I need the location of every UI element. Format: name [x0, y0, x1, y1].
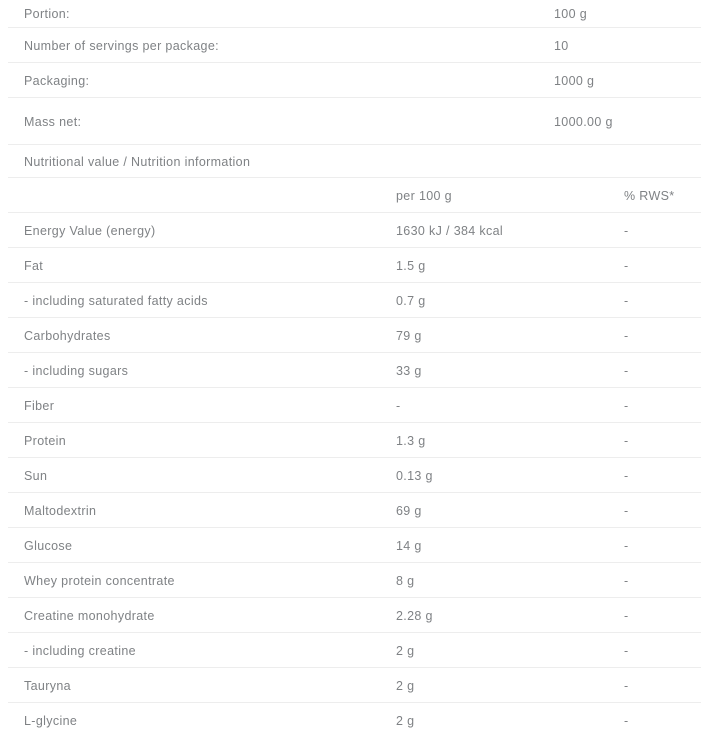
row-label: Creatine monohydrate [24, 608, 155, 623]
table-row [0, 283, 701, 318]
row-value: 100 g [554, 7, 588, 21]
row-label: Fiber [24, 398, 55, 413]
row-label: L-glycine [24, 713, 78, 728]
row-value-per: 14 g [396, 538, 422, 553]
table-row [0, 98, 701, 145]
table-row [0, 423, 701, 458]
row-label: Portion: [24, 7, 70, 21]
table-row [0, 703, 701, 734]
row-label: Whey protein concentrate [24, 573, 175, 588]
row-value-rws: - [624, 363, 629, 378]
row-value-rws: - [624, 678, 629, 693]
row-label: - including saturated fatty acids [24, 293, 208, 308]
row-value-per: 0.7 g [396, 293, 426, 308]
section-title: Nutritional value / Nutrition information [24, 154, 251, 169]
row-value: 10 [554, 38, 569, 53]
row-value-per: 2 g [396, 678, 415, 693]
row-label: Number of servings per package: [24, 38, 219, 53]
row-value-rws: - [624, 643, 629, 658]
nutrition-table [0, 145, 701, 734]
table-row [0, 248, 701, 283]
col-header-rws: % RWS* [624, 188, 675, 203]
row-label: Carbohydrates [24, 328, 111, 343]
table-row [0, 668, 701, 703]
row-value-per: 1.5 g [396, 258, 426, 273]
table-row [0, 598, 701, 633]
row-value: 1000.00 g [554, 114, 613, 129]
table-row [0, 458, 701, 493]
table-row [0, 63, 701, 98]
row-value-per: 69 g [396, 503, 422, 518]
row-label: Protein [24, 433, 67, 448]
product-info-table [0, 0, 701, 145]
row-value-rws: - [624, 223, 629, 238]
row-value-rws: - [624, 433, 629, 448]
row-label: - including creatine [24, 643, 136, 658]
row-value-per: 2 g [396, 643, 415, 658]
row-value-rws: - [624, 713, 629, 728]
row-label: - including sugars [24, 363, 129, 378]
table-row [0, 0, 701, 28]
row-value-rws: - [624, 468, 629, 483]
table-row [0, 633, 701, 668]
row-value-per: 8 g [396, 573, 415, 588]
row-value-rws: - [624, 258, 629, 273]
row-label: Glucose [24, 538, 73, 553]
table-row [0, 493, 701, 528]
row-value-rws: - [624, 293, 629, 308]
table-row [0, 388, 701, 423]
row-label: Sun [24, 468, 48, 483]
row-value-per: 2.28 g [396, 608, 433, 623]
row-label: Energy Value (energy) [24, 223, 156, 238]
row-label: Mass net: [24, 114, 82, 129]
row-value-rws: - [624, 573, 629, 588]
row-value: 1000 g [554, 73, 595, 88]
row-value-per: 2 g [396, 713, 415, 728]
row-value-per: 1630 kJ / 384 kcal [396, 223, 504, 238]
row-label: Packaging: [24, 73, 90, 88]
table-row [0, 353, 701, 388]
table-row [0, 213, 701, 248]
row-label: Fat [24, 258, 44, 273]
row-value-per: 33 g [396, 363, 422, 378]
row-value-rws: - [624, 328, 629, 343]
col-header-per-100g: per 100 g [396, 188, 452, 203]
row-value-rws: - [624, 503, 629, 518]
row-label: Tauryna [24, 678, 71, 693]
row-value-rws: - [624, 608, 629, 623]
table-row [0, 528, 701, 563]
nutrition-column-header-row [0, 178, 701, 213]
row-value-per: 79 g [396, 328, 422, 343]
row-label: Maltodextrin [24, 503, 97, 518]
nutrition-section-header [0, 145, 701, 178]
table-row [0, 318, 701, 353]
row-value-per: 1.3 g [396, 433, 426, 448]
row-value-rws: - [624, 398, 629, 413]
table-row [0, 563, 701, 598]
table-row [0, 28, 701, 63]
row-value-rws: - [624, 538, 629, 553]
row-value-per: 0.13 g [396, 468, 433, 483]
row-value-per: - [396, 398, 401, 413]
